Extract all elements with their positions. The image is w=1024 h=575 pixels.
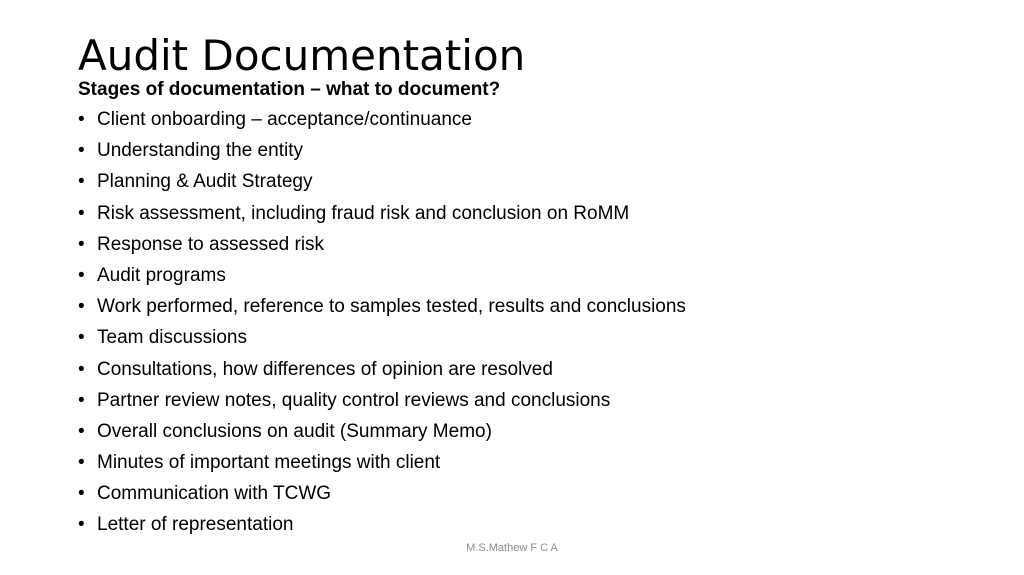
bullet-item [78, 511, 686, 542]
bullet-item [78, 200, 686, 231]
bullet-item [78, 418, 686, 449]
bullet-text: Consultations, how differences of opinion are resolved [97, 358, 553, 380]
bullet-list [78, 106, 686, 543]
bullet-text: Communication with TCWG [97, 483, 332, 505]
slide-title: Audit Documentation [78, 31, 526, 80]
bullet-icon: • [78, 264, 85, 286]
bullet-item [78, 293, 686, 324]
bullet-icon: • [78, 233, 85, 255]
bullet-item [78, 231, 686, 262]
bullet-icon: • [78, 140, 85, 162]
bullet-icon: • [78, 202, 85, 224]
bullet-text: Minutes of important meetings with client [97, 452, 441, 474]
bullet-icon: • [78, 452, 85, 474]
bullet-text: Response to assessed risk [97, 233, 325, 255]
bullet-item [78, 387, 686, 418]
bullet-icon: • [78, 483, 85, 505]
bullet-icon: • [78, 327, 85, 349]
bullet-text: Team discussions [97, 327, 247, 349]
bullet-text: Audit programs [97, 264, 226, 286]
bullet-icon: • [78, 514, 85, 536]
bullet-icon: • [78, 171, 85, 193]
bullet-text: Risk assessment, including fraud risk and conclusion on RoMM [97, 202, 630, 224]
bullet-item [78, 262, 686, 293]
bullet-item [78, 480, 686, 511]
bullet-text: Planning & Audit Strategy [97, 171, 313, 193]
bullet-icon: • [78, 358, 85, 380]
bullet-item [78, 168, 686, 199]
bullet-item [78, 449, 686, 480]
bullet-item [78, 106, 686, 137]
bullet-item [78, 324, 686, 355]
bullet-icon: • [78, 296, 85, 318]
bullet-text: Work performed, reference to samples tested, results and conclusions [97, 296, 686, 318]
bullet-text: Client onboarding – acceptance/continuance [97, 109, 472, 130]
bullet-icon: • [78, 420, 85, 442]
bullet-text: Letter of representation [97, 514, 294, 536]
bullet-icon: • [78, 389, 85, 411]
bullet-item [78, 356, 686, 387]
slide-footer: M.S.Mathew F C A [466, 542, 558, 554]
bullet-icon: • [78, 109, 85, 130]
bullet-item [78, 137, 686, 168]
bullet-text: Partner review notes, quality control reviews and conclusions [97, 389, 611, 411]
bullet-text: Overall conclusions on audit (Summary Memo) [97, 420, 492, 442]
bullet-text: Understanding the entity [97, 140, 303, 162]
slide-subtitle: Stages of documentation – what to document? [78, 79, 501, 100]
